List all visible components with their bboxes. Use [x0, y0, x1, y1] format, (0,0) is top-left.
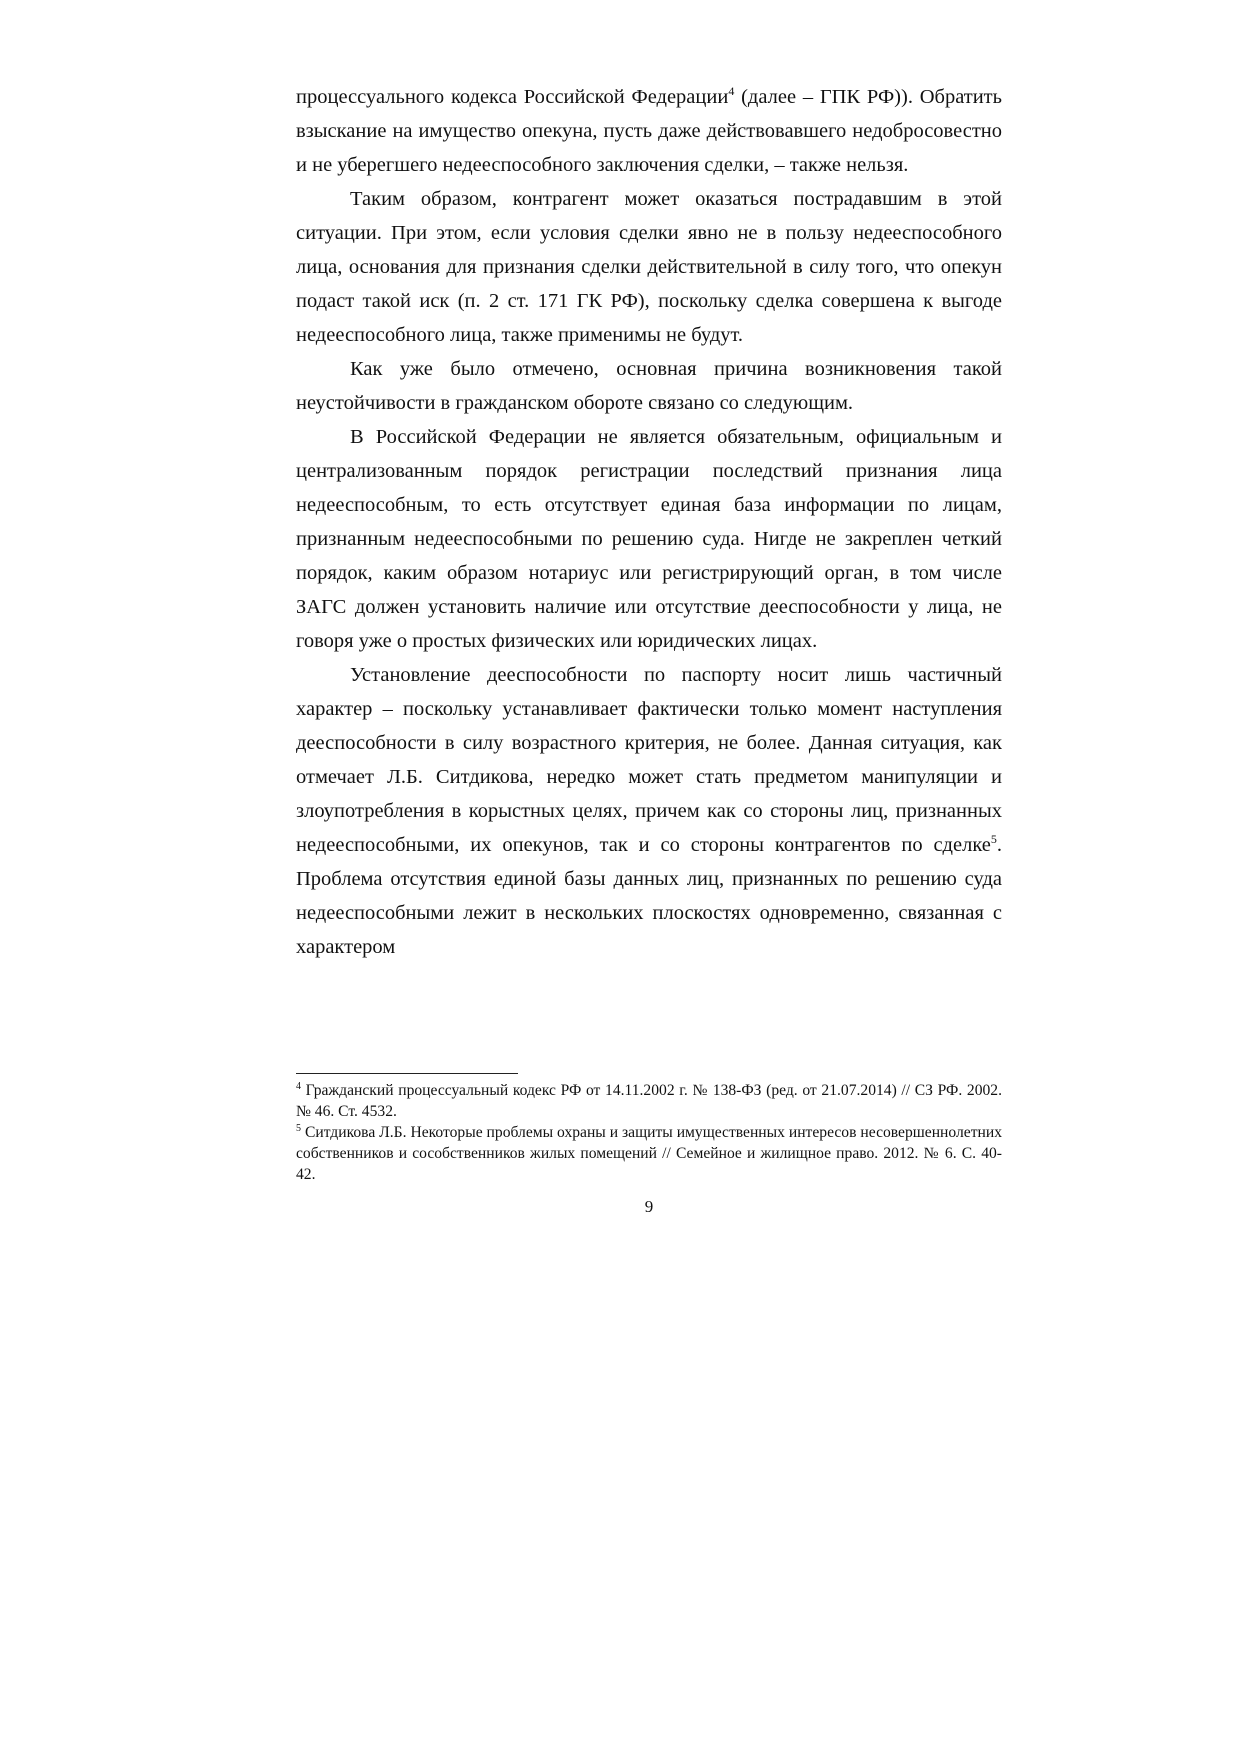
paragraph: [296, 658, 1002, 964]
footnote-reference: 4: [728, 84, 735, 98]
paragraph-text: В Российской Федерации не является обязательным, официальным и централизованным порядок регистрации последствий признания лица недееспособным, то есть отсутствует единая база информации по лицам, признанным недееспособными по решению суда. Нигде не закреплен четкий порядок, каким образом нотариус или регистрирующий орган, в том числе ЗАГС должен установить наличие или отсутствие дееспособности у лица, не говоря уже о простых физических или юридических лицах.: [296, 426, 1002, 652]
footnote-reference: 5: [990, 832, 997, 846]
footnote-text: Гражданский процессуальный кодекс РФ от 14.11.2002 г. № 138-ФЗ (ред. от 21.07.2014) // СЗ РФ. 2002. № 46. Ст. 4532.: [296, 1082, 1002, 1120]
footnote-separator: [296, 1073, 518, 1074]
body-text: [296, 80, 1002, 964]
paragraph-text: Таким образом, контрагент может оказаться пострадавшим в этой ситуации. При этом, если условия сделки явно не в пользу недееспособного лица, основания для признания сделки действительной в силу того, что опекун подаст такой иск (п. 2 ст. 171 ГК РФ), поскольку сделка совершена к выгоде недееспособного лица, также применимы не будут.: [296, 188, 1002, 346]
page-number: 9: [644, 1197, 654, 1216]
paragraph: [296, 182, 1002, 352]
paragraph-text: . Проблема отсутствия единой базы данных лиц, признанных по решению суда недееспособными лежит в нескольких плоскостях одновременно, связанная с характером: [296, 834, 1002, 958]
footnote: [296, 1080, 1002, 1122]
paragraph: [296, 80, 1002, 182]
paragraph-text: Установление дееспособности по паспорту носит лишь частичный характер – поскольку устанавливает фактически только момент наступления дееспособности в силу возрастного критерия, не более. Данная ситуация, как отмечает Л.Б. Ситдикова, нередко может стать предметом манипуляции и злоупотребления в корыстных целях, причем как со стороны лиц, признанных недееспособными, их опекунов, так и со стороны контрагентов по сделке: [296, 664, 1002, 856]
paragraph-text: процессуального кодекса Российской Федерации: [296, 86, 729, 108]
footnote-number: 5: [296, 1123, 301, 1134]
paragraph: [296, 352, 1002, 420]
paragraph: [296, 420, 1002, 658]
paragraph-text: Как уже было отмечено, основная причина возникновения такой неустойчивости в гражданском обороте связано со следующим.: [296, 358, 1002, 414]
footnote: [296, 1122, 1002, 1185]
paragraph-text: (далее – ГПК РФ)). Обратить взыскание на имущество опекуна, пусть даже действовавшего недобросовестно и не уберегшего недееспособного заключения сделки, – также нельзя.: [296, 86, 1002, 176]
footnote-text: Ситдикова Л.Б. Некоторые проблемы охраны и защиты имущественных интересов несовершеннолетних собственников и сособственников жилых помещений // Семейное и жилищное право. 2012. № 6. С. 40-42.: [296, 1124, 1002, 1183]
footnotes: [296, 1080, 1002, 1185]
footnote-number: 4: [296, 1081, 301, 1092]
